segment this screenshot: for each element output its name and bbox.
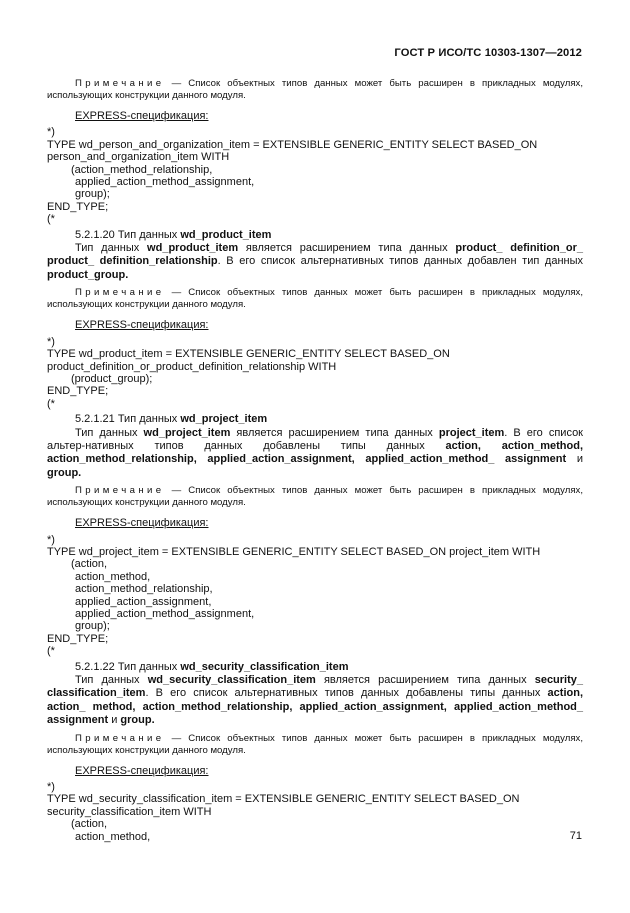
code-star-close: *) — [47, 781, 55, 794]
paragraph-bold: security_ classification_item — [47, 674, 584, 700]
paragraph-text: является расширением типа данных — [315, 674, 535, 687]
code-line: TYPE wd_person_and_organization_item = EXTENSIBLE GENERIC_ENTITY SELECT BASED_ON — [47, 138, 538, 151]
note-label: Примечание — [75, 78, 165, 89]
section-name: wd_product_item — [180, 228, 272, 241]
note — [47, 733, 583, 757]
note-label: Примечание — [75, 287, 165, 299]
section-name: wd_project_item — [180, 413, 268, 426]
code-line: applied_action_method_assignment, — [75, 608, 255, 620]
code-line: (action, — [71, 558, 108, 571]
paragraph-text: является расширением типа данных — [230, 426, 439, 439]
paragraph-text: . В его список альтернативных типов данных добавлены типы данных — [145, 687, 548, 700]
section-paragraph — [47, 242, 583, 282]
code-line: action_method_relationship, — [75, 583, 213, 596]
code-star-open: (* — [47, 645, 55, 658]
document-body — [47, 78, 583, 843]
section-number: 5.2.1.21 Тип данных — [75, 413, 181, 426]
express-label: EXPRESS-спецификация: — [75, 764, 209, 777]
paragraph-text: и — [566, 453, 583, 466]
paragraph-bold: wd_security_classification_item — [147, 674, 316, 687]
code-end-type: END_TYPE; — [47, 632, 109, 645]
page-number: 71 — [569, 830, 582, 842]
paragraph-bold: group. — [120, 714, 155, 727]
code-star-close: *) — [47, 335, 55, 348]
note — [47, 287, 583, 311]
section-heading — [47, 229, 583, 242]
section-paragraph — [47, 674, 583, 728]
page-header: ГОСТ Р ИСО/ТС 10303-1307—2012 — [394, 47, 582, 59]
code-line: applied_action_method_assignment, — [75, 176, 255, 189]
section-name: wd_security_classification_item — [180, 660, 349, 673]
paragraph-bold: action, action_method, action_method_relationship, applied_action_assignment, applied_action_method_ assignment — [47, 439, 583, 466]
section-number: 5.2.1.20 Тип данных — [75, 228, 181, 241]
section-heading — [47, 413, 583, 426]
note-text: — Список объектных типов данных может быть расширен в прикладных модулях, использующих конструкции данного модуля. — [47, 287, 583, 311]
code-line: person_and_organization_item WITH — [47, 151, 230, 164]
paragraph-bold: action, action_ method, action_method_relationship, applied_action_assignment, applied_action_method_ assignment — [47, 687, 583, 727]
code-line: TYPE wd_security_classification_item = EXTENSIBLE GENERIC_ENTITY SELECT BASED_ON — [47, 793, 520, 806]
note-text: — Список объектных типов данных может быть расширен в прикладных модулях, использующих конструкции данного модуля. — [47, 732, 583, 756]
code-line: product_definition_or_product_definition_relationship WITH — [47, 360, 337, 373]
note-text: — Список объектных типов данных может быть расширен в прикладных модулях, использующих конструкции данного модуля. — [47, 485, 583, 509]
paragraph-text: Тип данных — [75, 674, 148, 687]
paragraph-text: и — [108, 714, 121, 727]
express-label: EXPRESS-спецификация: — [75, 319, 209, 332]
code-line: security_classification_item WITH — [47, 805, 212, 818]
code-line: group); — [75, 188, 110, 201]
code-line: action_method, — [75, 570, 151, 583]
code-end-type: END_TYPE; — [47, 385, 109, 398]
paragraph-bold: group. — [47, 466, 82, 479]
code-line: action_method, — [75, 830, 151, 843]
code-line: (action, — [71, 818, 108, 831]
section-heading — [47, 661, 583, 674]
section-number: 5.2.1.22 Тип данных — [75, 660, 181, 673]
express-label: EXPRESS-спецификация: — [75, 110, 209, 122]
note-label: Примечание — [75, 485, 165, 497]
code-line: TYPE wd_project_item = EXTENSIBLE GENERIC_ENTITY SELECT BASED_ON project_item WITH — [47, 545, 541, 558]
code-end-type: END_TYPE; — [47, 200, 109, 213]
code-star-open: (* — [47, 397, 55, 410]
note — [47, 485, 583, 509]
paragraph-bold: wd_product_item — [147, 242, 239, 255]
paragraph-text: . В его список альтер-нативных типов данных добавлены типы данных — [47, 426, 583, 452]
paragraph-bold: product_ definition_or_ product_ definition_relationship — [47, 242, 583, 268]
section-paragraph — [47, 427, 583, 481]
code-line: (action_method_relationship, — [71, 163, 213, 176]
paragraph-bold: project_item — [438, 426, 505, 439]
note-text: — Список объектных типов данных может быть расширен в прикладных модулях, использующих конструкции данного модуля. — [47, 78, 583, 101]
paragraph-text: является расширением типа данных — [238, 242, 456, 255]
paragraph-text: Тип данных — [75, 242, 148, 255]
code-star-close: *) — [47, 126, 55, 139]
paragraph-text: . В его список альтернативных типов данных добавлен тип данных — [217, 255, 584, 268]
paragraph-bold: product_group. — [47, 268, 129, 281]
code-star-close: *) — [47, 533, 55, 546]
code-line: group); — [75, 620, 110, 633]
code-line: applied_action_assignment, — [75, 595, 212, 608]
paragraph-text: Тип данных — [75, 426, 144, 439]
note-label: Примечание — [75, 732, 165, 744]
note — [47, 78, 583, 102]
code-line: TYPE wd_product_item = EXTENSIBLE GENERIC_ENTITY SELECT BASED_ON — [47, 348, 450, 361]
express-label: EXPRESS-спецификация: — [75, 517, 209, 530]
paragraph-bold: wd_project_item — [143, 426, 231, 439]
code-star-open: (* — [47, 213, 55, 226]
code-line: (product_group); — [71, 372, 153, 385]
